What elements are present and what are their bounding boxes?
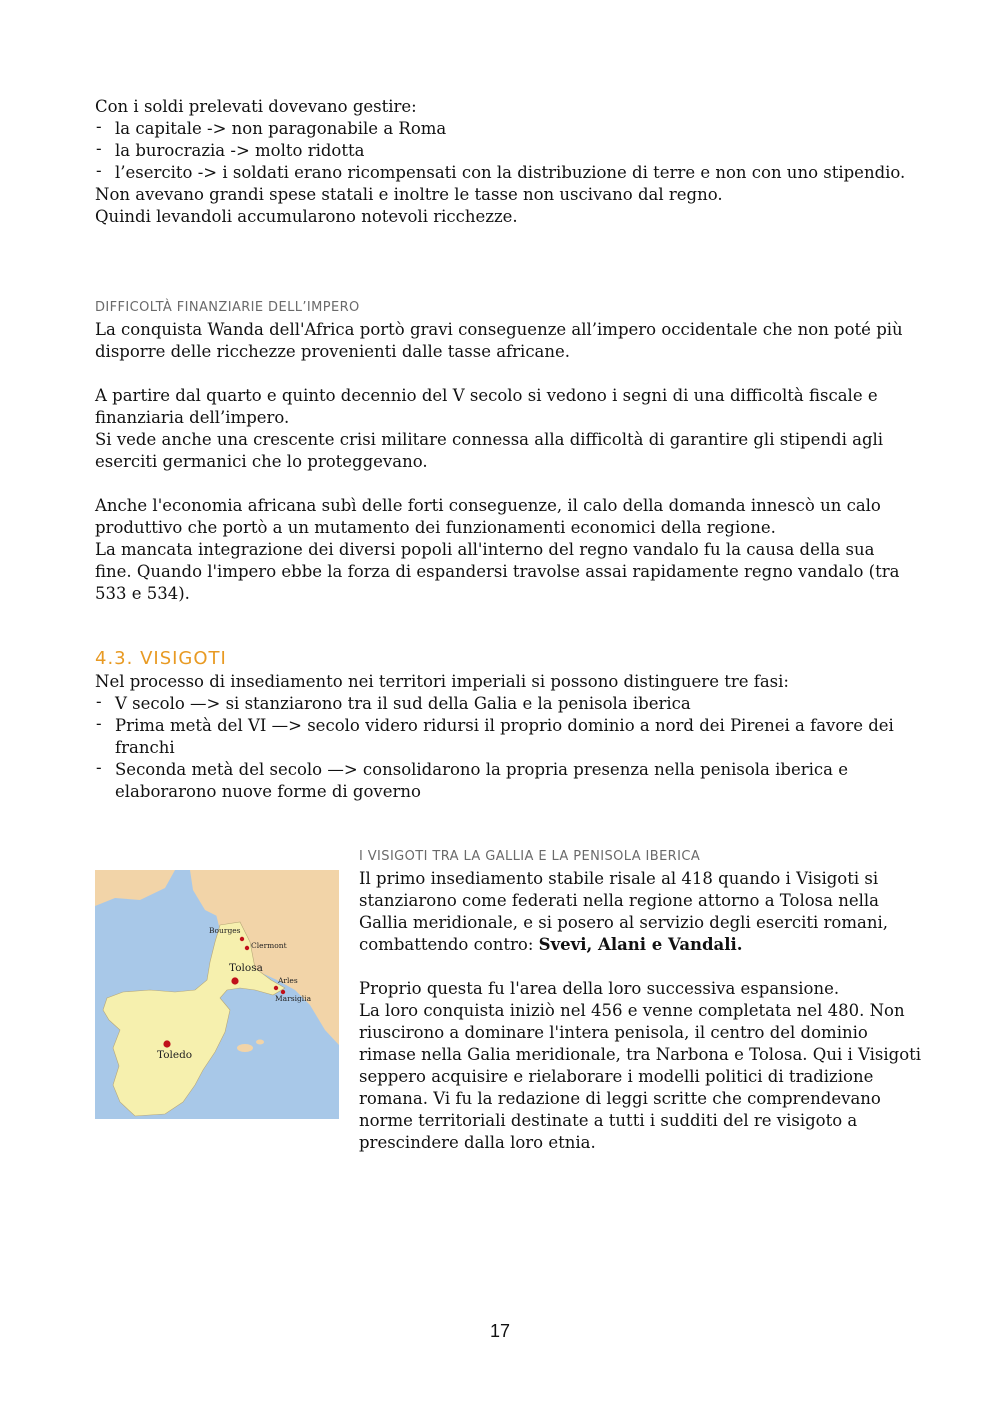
intro-block	[95, 96, 915, 228]
city-dot-tolosa	[231, 977, 238, 984]
map-label-tolosa: Tolosa	[229, 962, 263, 974]
section-heading: 4.3. VISIGOTI	[95, 648, 227, 669]
section-finance	[95, 299, 915, 605]
paragraph: Nel processo di insediamento nei territori imperiali si possono distinguere tre fasi:	[95, 672, 789, 691]
list-item: - la capitale -> non paragonabile a Roma	[95, 118, 915, 140]
map-label-clermont: Clermont	[251, 941, 287, 950]
intro-line: Con i soldi prelevati dovevano gestire:	[95, 97, 417, 116]
city-dot-clermont	[245, 946, 249, 950]
bold-text: Svevi, Alani e Vandali.	[538, 935, 743, 954]
paragraph: Proprio questa fu l'area della loro successiva espansione.	[359, 979, 840, 998]
city-dot-bourges	[240, 937, 244, 941]
page-number: 17	[489, 1321, 511, 1341]
phases-list	[95, 693, 915, 803]
map-island	[237, 1044, 253, 1052]
paragraph: Non avevano grandi spese statali e inoltre le tasse non uscivano dal regno.	[95, 185, 723, 204]
paragraph: Si vede anche una crescente crisi militare connessa alla difficoltà di garantire gli stipendi agli eserciti germanici che lo proteggevano.	[95, 430, 884, 471]
paragraph: La mancata integrazione dei diversi popoli all'interno del regno vandalo fu la causa della sua fine. Quando l'impero ebbe la forza di espandersi travolse assai rapidamente regno vandalo (tra 533 e 534).	[95, 540, 900, 603]
map-label-toledo: Toledo	[157, 1049, 193, 1061]
paragraph: Anche l'economia africana subì delle forti conseguenze, il calo della domanda innescò un calo produttivo che portò a un mutamento dei funzionamenti economici della regione.	[95, 496, 881, 537]
map-image	[95, 870, 339, 1119]
map-island	[256, 1040, 264, 1045]
intro-list	[95, 118, 915, 184]
section-visigoti	[95, 647, 915, 803]
list-item: - l’esercito -> i soldati erano ricompensati con la distribuzione di terre e non con uno stipendio.	[95, 162, 915, 184]
list-item: - Seconda metà del secolo —> consolidarono la propria presenza nella penisola iberica e elaborarono nuove forme di governo	[95, 759, 915, 803]
list-item: - V secolo —> si stanziarono tra il sud della Galia e la penisola iberica	[95, 693, 915, 715]
map-label-bourges: Bourges	[209, 926, 241, 935]
section-subheading: DIFFICOLTÀ FINANZIARIE DELL’IMPERO	[95, 300, 360, 315]
paragraph: Quindi levandoli accumularono notevoli ricchezze.	[95, 207, 518, 226]
paragraph: A partire dal quarto e quinto decennio del V secolo si vedono i segni di una difficoltà fiscale e finanziaria dell’impero.	[95, 386, 878, 427]
paragraph: La conquista Wanda dell'Africa portò gravi conseguenze all’impero occidentale che non poté più disporre delle ricchezze provenienti dalle tasse africane.	[95, 320, 903, 361]
paragraph	[356, 868, 926, 956]
section-gallia	[356, 848, 926, 1154]
list-item: - Prima metà del VI —> secolo videro ridursi il proprio dominio a nord dei Pirenei a favore dei franchi	[95, 715, 915, 759]
section-subheading: I VISIGOTI TRA LA GALLIA E LA PENISOLA IBERICA	[359, 849, 701, 864]
paragraph: La loro conquista iniziò nel 456 e venne completata nel 480. Non riuscirono a dominare l'intera penisola, il centro del dominio rimase nella Galia meridionale, tra Narbona e Tolosa. Qui i Visigoti seppero acquisire e rielaborare i modelli politici di tradizione romana. Vi fu la redazione di leggi scritte che comprendevano norme territoriali destinate a tutti i sudditi del re visigoto a prescindere dalla loro etnia.	[359, 1001, 922, 1152]
city-dot-toledo	[163, 1040, 170, 1047]
list-item: - la burocrazia -> molto ridotta	[95, 140, 915, 162]
city-dot-arles	[274, 986, 278, 990]
paragraph-text: Il primo insediamento stabile risale al 418 quando i Visigoti si stanziarono come federati nella regione attorno a Tolosa nella Gallia meridionale, e si posero al servizio degli eserciti romani, combattendo contro:	[359, 869, 888, 954]
map-label-marsiglia: Marsiglia	[275, 994, 312, 1003]
map-label-arles: Arles	[278, 976, 298, 985]
